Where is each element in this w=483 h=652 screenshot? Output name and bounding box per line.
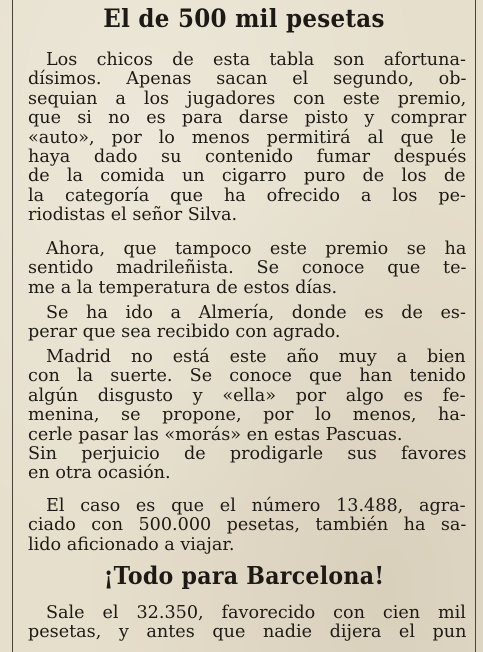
text-line: de la comida un cigarro puro de los de — [28, 166, 466, 187]
text-line: haya dado su contenido fumar después — [28, 146, 467, 167]
text-line: con la suerte. Se conoce que han tenido — [28, 366, 466, 387]
text-line: sequian a los jugadores con este premio, — [28, 88, 467, 109]
text-line: que si no es para darse pisto y comprar — [28, 108, 467, 129]
column-rule-left — [12, 0, 13, 652]
text-line: riodistas el señor Silva. — [28, 205, 238, 226]
text-line: pesetas, y antes que nadie dijera el pun — [28, 622, 467, 643]
article-title: El de 500 mil pesetas — [103, 4, 385, 33]
text-line: ciado con 500.000 pesetas, también ha sa- — [28, 515, 467, 536]
text-line: «auto», por lo menos permitirá al que le — [28, 127, 467, 148]
article-subheading: ¡Todo para Barcelona! — [103, 561, 385, 590]
text-line: algún disgusto y «ella» por algo es fe- — [28, 385, 466, 406]
paragraph-6 — [28, 604, 466, 643]
column-rule-right — [475, 0, 476, 652]
text-line: Los chicos de esta tabla son afortuna- — [46, 50, 466, 70]
text-line: Ahora, que tampoco este premio se ha — [46, 239, 467, 259]
text-line: cerle pasar las «morás» en estas Pascuas. — [28, 424, 403, 445]
paragraph-1 — [28, 51, 466, 226]
text-line: en otra ocasión. — [28, 463, 171, 484]
text-line: perar que sea recibido con agrado. — [28, 322, 341, 343]
text-line: Sin perjuicio de prodigarle sus favores — [28, 443, 467, 464]
text-line: sentido madrileñista. Se conoce que te- — [28, 258, 467, 279]
text-line: lido aficionado a viajar. — [28, 534, 235, 555]
paragraph-5 — [28, 497, 466, 555]
text-line: El caso es que el número 13.488, agra- — [46, 496, 466, 516]
text-line: la categoría que ha ofrecido a los pe- — [28, 185, 466, 206]
paragraph-2 — [28, 240, 466, 298]
text-line: dísimos. Apenas sacan el segundo, ob- — [28, 69, 467, 90]
text-line: menina, se propone, por lo menos, ha- — [28, 405, 466, 426]
paragraph-4 — [28, 348, 466, 484]
paragraph-3 — [28, 304, 466, 343]
text-line: Se ha ido a Almería, donde es de es- — [46, 303, 466, 323]
text-line: Sale el 32.350, favorecido con cien mil — [46, 603, 466, 623]
text-line: me a la temperatura de estos días. — [28, 277, 338, 298]
text-line: Madrid no está este año muy a bien — [46, 347, 466, 367]
